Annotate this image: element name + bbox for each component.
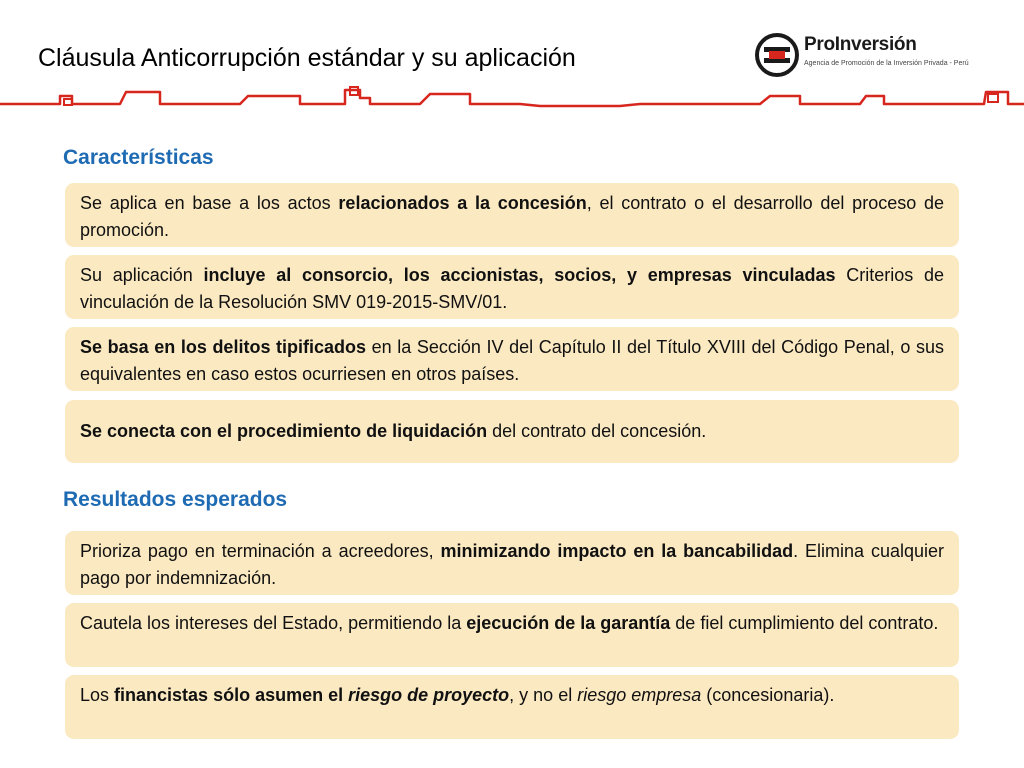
proinversion-logo: [752, 30, 982, 80]
section-heading-caracteristicas: Características: [63, 146, 214, 169]
box-text: [80, 418, 944, 445]
caracteristica-box: [65, 400, 959, 463]
text-run: Prioriza pago en terminación a acreedores,: [80, 541, 441, 561]
proinversion-emblem-icon: [754, 32, 800, 78]
bold-text-run: riesgo de proyecto: [348, 685, 510, 705]
decorative-skyline-line: [0, 82, 1024, 122]
text-run: , el contrato o el desarrollo del proceso de promoción.: [80, 193, 944, 240]
bold-text-run: Se basa en los delitos tipificados: [80, 337, 367, 357]
bold-text-run: financistas sólo asumen el: [114, 685, 349, 705]
text-run: Criterios de vinculación de la Resolución SMV 019-2015-SMV/01.: [80, 265, 944, 312]
logo-tagline: Agencia de Promoción de la Inversión Privada - Perú: [804, 60, 969, 67]
bold-text-run: ejecución de la garantía: [466, 613, 671, 633]
bold-text-run: Se conecta con el procedimiento de liquidación: [80, 421, 488, 441]
bold-text-run: minimizando impacto en la bancabilidad: [440, 541, 794, 561]
box-text: [80, 262, 944, 316]
text-run: , y no el: [509, 685, 578, 705]
bold-text-run: incluye al consorcio, los accionistas, socios, y empresas vinculadas: [203, 265, 836, 285]
box-text: [80, 682, 944, 709]
italic-text-run: riesgo empresa: [577, 685, 702, 705]
section-heading-resultados: Resultados esperados: [63, 488, 288, 511]
logo-name: ProInversión: [804, 34, 917, 55]
bold-text-run: relacionados a la concesión: [338, 193, 587, 213]
caracteristica-box: [65, 183, 959, 247]
caracteristica-box: [65, 255, 959, 319]
box-text: [80, 334, 944, 388]
text-run: . Elimina cualquier pago por indemnización.: [80, 541, 944, 588]
box-text: [80, 538, 944, 592]
resultado-box: [65, 531, 959, 595]
text-run: Se aplica en base a los actos: [80, 193, 339, 213]
box-text: [80, 190, 944, 244]
resultado-box: [65, 603, 959, 667]
text-run: Su aplicación: [80, 265, 204, 285]
box-text: [80, 610, 944, 637]
text-run: (concesionaria).: [701, 685, 835, 705]
slide-title: Cláusula Anticorrupción estándar y su aplicación: [38, 44, 576, 72]
text-run: de fiel cumplimiento del contrato.: [670, 613, 939, 633]
text-run: Cautela los intereses del Estado, permitiendo la: [80, 613, 467, 633]
caracteristica-box: [65, 327, 959, 391]
resultado-box: [65, 675, 959, 739]
text-run: del contrato del concesión.: [487, 421, 707, 441]
text-run: Los: [80, 685, 115, 705]
text-run: en la Sección IV del Capítulo II del Título XVIII del Código Penal, o sus equivalentes en caso estos ocurriesen en otros países.: [80, 337, 944, 384]
